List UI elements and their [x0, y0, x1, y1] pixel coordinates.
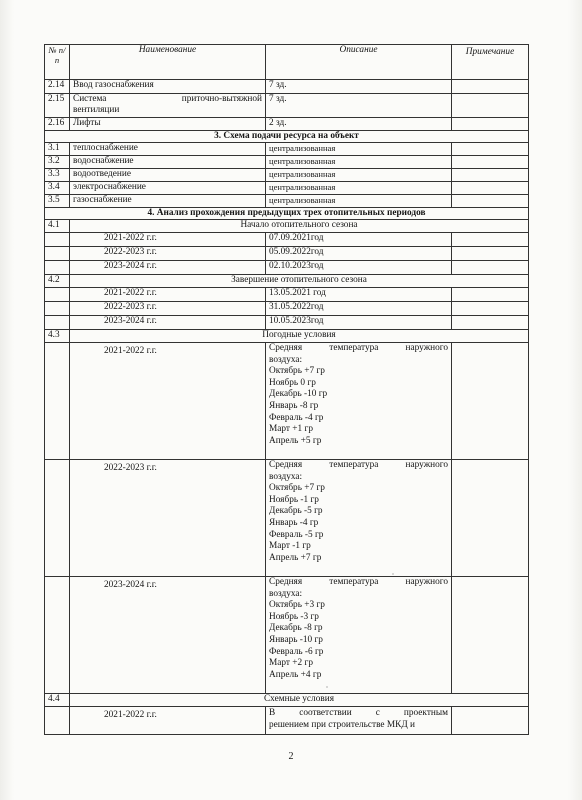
scheme-line: решением при строительстве МКД и	[269, 720, 415, 730]
period-date: 13.05.2021 год	[266, 288, 452, 302]
scan-speck	[326, 686, 328, 688]
row-name	[70, 94, 266, 118]
section-3-heading: 3. Схема подачи ресурса на объект	[45, 131, 529, 143]
row-name: Лифты	[70, 118, 266, 131]
scan-speck	[392, 573, 394, 575]
row-number: 3.5	[45, 195, 70, 208]
table-row	[45, 80, 529, 94]
month-temperature: Январь -4 гр	[269, 517, 319, 528]
row-note	[452, 182, 529, 195]
table-row	[45, 169, 529, 182]
period-date: 31.05.2022год	[266, 302, 452, 316]
intro-word: воздуха:	[269, 471, 303, 482]
header-num: № п/п	[45, 45, 70, 80]
month-temperature: Февраль -4 гр	[269, 412, 324, 423]
intro-word: наружного	[405, 460, 448, 470]
subsection-title: Схемные условия	[70, 694, 529, 707]
row-note	[452, 94, 529, 118]
period-label: 2023-2024 г.г.	[70, 577, 266, 694]
month-temperature: Ноябрь -3 гр	[269, 611, 319, 622]
period-label: 2022-2023 г.г.	[70, 302, 266, 316]
intro-word: температура	[329, 577, 379, 587]
period-date: 05.09.2022год	[266, 247, 452, 261]
row-description: 2 зд.	[266, 118, 452, 131]
table-row	[45, 302, 529, 316]
period-date: 10.05.2023год	[266, 316, 452, 330]
weather-row	[45, 343, 529, 460]
row-number: 4.1	[45, 220, 70, 233]
row-number: 2.15	[45, 94, 70, 118]
table-row	[45, 247, 529, 261]
weather-description	[266, 460, 452, 577]
scheme-word: проектным	[403, 708, 448, 718]
month-temperature: Ноябрь -1 гр	[269, 494, 319, 505]
row-number: 4.4	[45, 694, 70, 707]
month-temperature: Декабрь -10 гр	[269, 389, 328, 400]
row-note	[452, 80, 529, 94]
scheme-description	[266, 707, 452, 735]
intro-word: Средняя	[269, 577, 303, 587]
intro-word: воздуха:	[269, 354, 303, 365]
table-row	[45, 233, 529, 247]
table-row	[45, 156, 529, 169]
month-temperature: Апрель +5 гр	[269, 435, 322, 446]
row-name-part: вентиляции	[73, 105, 120, 115]
table-row	[45, 182, 529, 195]
row-note	[452, 118, 529, 131]
intro-word: Средняя	[269, 460, 303, 470]
intro-word: Средняя	[269, 343, 303, 353]
row-number: 3.4	[45, 182, 70, 195]
section-4-heading: 4. Анализ прохождения предыдущих трех отопительных периодов	[45, 208, 529, 220]
table-header-row	[45, 45, 529, 80]
month-temperature: Февраль -6 гр	[269, 646, 324, 657]
scheme-word: В	[269, 708, 276, 718]
intro-word: наружного	[405, 577, 448, 587]
period-date: 07.09.2021год	[266, 233, 452, 247]
period-label: 2021-2022 г.г.	[70, 343, 266, 460]
subsection-title: Погодные условия	[70, 330, 529, 343]
period-date: 02.10.2023год	[266, 261, 452, 275]
row-name: газоснабжение	[70, 195, 266, 208]
scheme-word: с	[375, 708, 380, 718]
row-name: электроснабжение	[70, 182, 266, 195]
table-row	[45, 195, 529, 208]
row-name: водоотведение	[70, 169, 266, 182]
period-label: 2022-2023 г.г.	[70, 460, 266, 577]
period-label: 2023-2024 г.г.	[70, 261, 266, 275]
row-description: централизованная	[266, 182, 452, 195]
row-description: централизованная	[266, 156, 452, 169]
month-temperature: Декабрь -8 гр	[269, 623, 323, 634]
row-name: водоснабжение	[70, 156, 266, 169]
month-temperature: Октябрь +7 гр	[269, 366, 325, 377]
weather-row	[45, 577, 529, 694]
month-temperature: Март +1 гр	[269, 424, 313, 435]
row-note	[452, 143, 529, 156]
row-number: 3.2	[45, 156, 70, 169]
header-description: Описание	[266, 45, 452, 80]
page-number: 2	[288, 751, 294, 762]
row-name-part: приточно-вытяжной	[181, 94, 262, 104]
object-passport-table	[44, 44, 529, 735]
month-temperature: Декабрь -5 гр	[269, 506, 323, 517]
table-row	[45, 143, 529, 156]
period-label: 2021-2022 г.г.	[70, 288, 266, 302]
weather-description	[266, 577, 452, 694]
month-temperature: Март -1 гр	[269, 541, 311, 552]
weather-row	[45, 460, 529, 577]
row-note	[452, 195, 529, 208]
month-temperature: Октябрь +7 гр	[269, 483, 325, 494]
period-label: 2021-2022 г.г.	[70, 707, 266, 735]
row-number: 2.14	[45, 80, 70, 94]
table-row	[45, 288, 529, 302]
intro-word: температура	[329, 343, 379, 353]
section-heading-row	[45, 208, 529, 220]
subsection-row	[45, 220, 529, 233]
period-label: 2021-2022 г.г.	[70, 233, 266, 247]
period-label: 2022-2023 г.г.	[70, 247, 266, 261]
row-description: централизованная	[266, 169, 452, 182]
intro-word: наружного	[405, 343, 448, 353]
row-description: централизованная	[266, 195, 452, 208]
subsection-title: Завершение отопительного сезона	[70, 275, 529, 288]
row-name: Ввод газоснабжения	[70, 80, 266, 94]
row-name: теплоснабжение	[70, 143, 266, 156]
row-note	[452, 156, 529, 169]
month-temperature: Октябрь +3 гр	[269, 600, 325, 611]
table-row	[45, 707, 529, 735]
table-row	[45, 94, 529, 118]
row-name-part: Система	[73, 94, 107, 104]
intro-word: температура	[329, 460, 379, 470]
row-description: централизованная	[266, 143, 452, 156]
row-number: 4.3	[45, 330, 70, 343]
month-temperature: Апрель +7 гр	[269, 552, 322, 563]
month-temperature: Январь -8 гр	[269, 400, 319, 411]
intro-word: воздуха:	[269, 588, 303, 599]
row-number: 3.3	[45, 169, 70, 182]
subsection-row	[45, 694, 529, 707]
row-number: 4.2	[45, 275, 70, 288]
table-row	[45, 316, 529, 330]
period-label: 2023-2024 г.г.	[70, 316, 266, 330]
month-temperature: Март +2 гр	[269, 658, 313, 669]
table-row	[45, 118, 529, 131]
row-description: 7 зд.	[266, 94, 452, 118]
scheme-word: соответствии	[299, 708, 352, 718]
row-number: 2.16	[45, 118, 70, 131]
month-temperature: Апрель +4 гр	[269, 669, 322, 680]
section-heading-row	[45, 131, 529, 143]
month-temperature: Январь -10 гр	[269, 634, 323, 645]
subsection-row	[45, 330, 529, 343]
row-note	[452, 169, 529, 182]
header-note: Примечание	[452, 45, 529, 80]
weather-description	[266, 343, 452, 460]
month-temperature: Ноябрь 0 гр	[269, 377, 316, 388]
subsection-row	[45, 275, 529, 288]
row-description: 7 зд.	[266, 80, 452, 94]
month-temperature: Февраль -5 гр	[269, 529, 324, 540]
subsection-title: Начало отопительного сезона	[70, 220, 529, 233]
table-row	[45, 261, 529, 275]
header-name: Наименование	[70, 45, 266, 80]
row-number: 3.1	[45, 143, 70, 156]
